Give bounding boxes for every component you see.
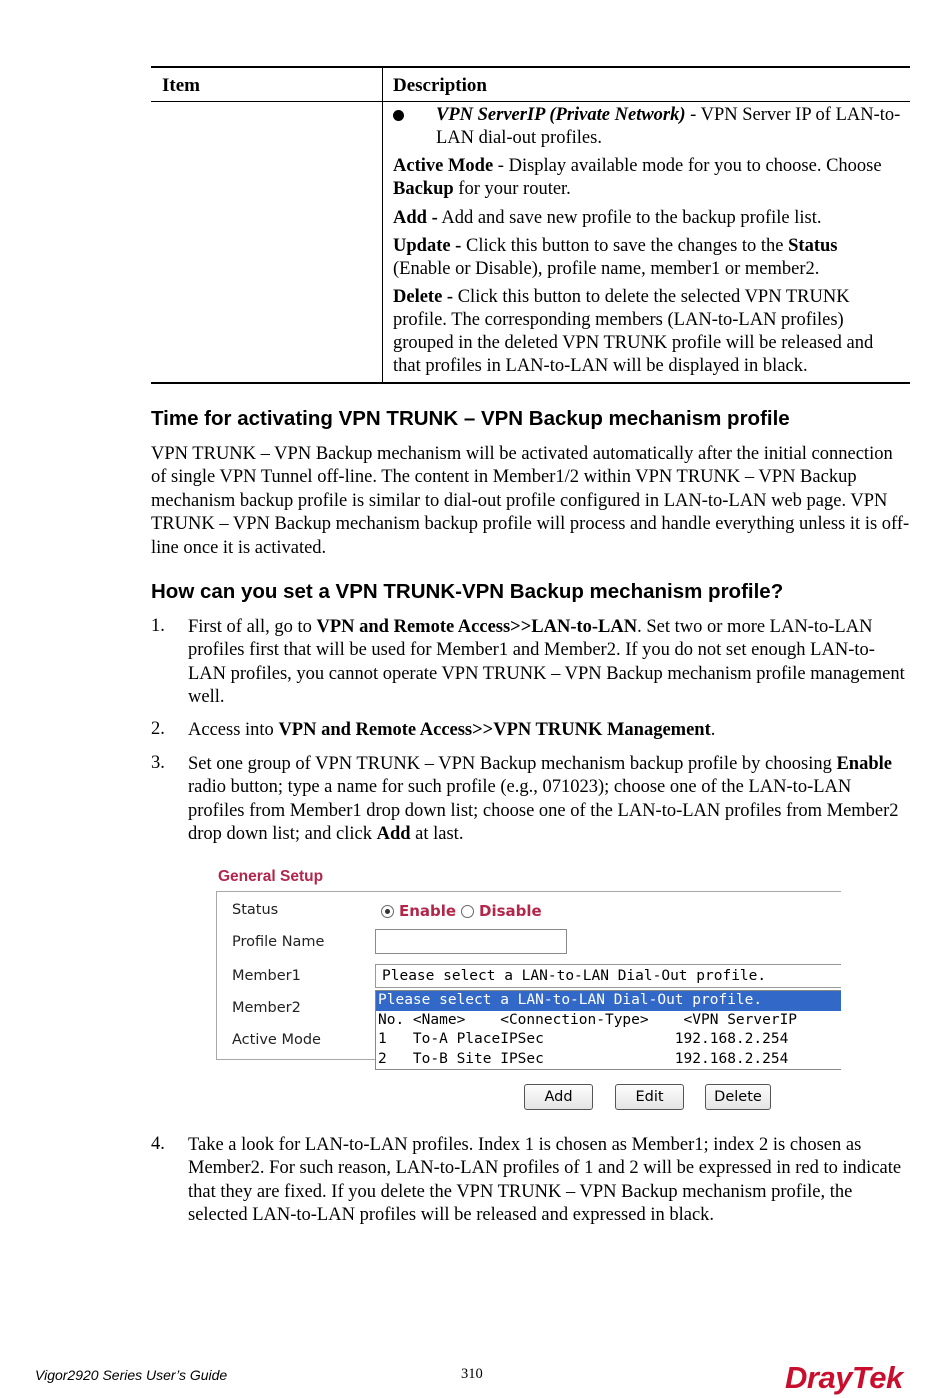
dropdown-option[interactable]: 2 To-B Site IPSec 192.168.2.254	[378, 1050, 789, 1067]
dropdown-option[interactable]: 1 To-A PlaceIPSec 192.168.2.254	[378, 1031, 789, 1047]
member1-select[interactable]: Please select a LAN-to-LAN Dial-Out profile.	[375, 964, 841, 988]
desc-add: Add - Add and save new profile to the backup profile list.	[393, 208, 822, 228]
step-number: 1.	[151, 616, 165, 636]
table-header-description: Description	[393, 75, 487, 96]
dropdown-option-header[interactable]: No. <Name> <Connection-Type> <VPN ServerIP	[378, 1011, 798, 1028]
member2-dropdown-list[interactable]	[375, 990, 841, 1070]
desc-delete: Delete - Click this button to delete the selected VPN TRUNK profile. The corresponding members (LAN-to-LAN profiles) grouped in the deleted VPN TRUNK profile will be released and that profiles in LAN-to-LAN will be displayed in black.	[393, 287, 874, 376]
section1-body: VPN TRUNK – VPN Backup mechanism will be activated automatically after the initial connection of single VPN Tunnel off-line. The content in Member1/2 within VPN TRUNK – VPN Backup mechanism backup profile is similar to dial-out profile configured in LAN-to-LAN web page. VPN TRUNK – VPN Backup mechanism backup profile will process and handle everything unless it is off-line once it is activated.	[151, 444, 910, 558]
table-bottom-rule	[151, 382, 910, 384]
bullet-title: VPN ServerIP (Private Network)	[436, 105, 686, 125]
general-setup-panel	[216, 891, 841, 1067]
desc-update: Update - Click this button to save the changes to the Status (Enable or Disable), profile name, member1 or member2.	[393, 236, 838, 279]
enable-radio[interactable]	[381, 905, 394, 918]
step-1-text: First of all, go to VPN and Remote Access>>LAN-to-LAN. Set two or more LAN-to-LAN profiles first that will be used for Member1 and Member2. If you do not set enough LAN-to-LAN profiles, you cannot operate VPN TRUNK – VPN Backup mechanism profile management well.	[188, 617, 905, 708]
step-3-text: Set one group of VPN TRUNK – VPN Backup mechanism backup profile by choosing Enable radio button; type a name for such profile (e.g., 071023); choose one of the LAN-to-LAN profiles from Member1 drop down list; choose one of the LAN-to-LAN profiles from Member2 drop down list; and click Add at last.	[188, 754, 899, 845]
step-number: 2.	[151, 719, 165, 739]
disable-radio-label[interactable]: Disable	[479, 902, 542, 920]
table-top-rule	[151, 66, 910, 68]
add-button[interactable]: Add	[524, 1084, 593, 1110]
footer-guide-title: Vigor2920 Series User’s Guide	[35, 1367, 228, 1383]
bullet-vpn-serverip	[436, 104, 906, 150]
general-setup-title: General Setup	[218, 868, 324, 885]
dropdown-option-selected[interactable]: Please select a LAN-to-LAN Dial-Out profile.	[376, 991, 841, 1011]
active-mode-label: Active Mode	[232, 1032, 321, 1048]
step-4-text: Take a look for LAN-to-LAN profiles. Index 1 is chosen as Member1; index 2 is chosen as Member2. For such reason, LAN-to-LAN profiles of 1 and 2 will be expressed in red to indicate that they are fixed. If you delete the VPN TRUNK – VPN Backup mechanism profile, the selected LAN-to-LAN profiles will be released and expressed in black.	[188, 1135, 902, 1226]
step-number: 4.	[151, 1134, 165, 1154]
table-header-rule	[151, 101, 910, 102]
bullet-icon	[393, 110, 404, 121]
table-header-item: Item	[162, 75, 200, 96]
description-table	[151, 66, 910, 384]
profile-name-label: Profile Name	[232, 934, 325, 950]
section-heading-time-activating: Time for activating VPN TRUNK – VPN Backup mechanism profile	[151, 407, 790, 430]
enable-radio-label[interactable]: Enable	[399, 902, 457, 920]
member2-label: Member2	[232, 1000, 301, 1016]
page-number: 310	[461, 1366, 483, 1382]
delete-button[interactable]: Delete	[705, 1084, 771, 1110]
draytek-logo: DrayTek	[785, 1360, 903, 1395]
section-heading-how-to-set: How can you set a VPN TRUNK-VPN Backup mechanism profile?	[151, 580, 784, 603]
table-column-divider	[382, 66, 383, 384]
disable-radio[interactable]	[461, 905, 474, 918]
desc-active-mode: Active Mode - Display available mode for you to choose. Choose Backup for your router.	[393, 156, 882, 199]
profile-name-input[interactable]	[375, 929, 567, 954]
bullet-text: - VPN Server IP of LAN-to-LAN dial-out profiles.	[436, 105, 901, 148]
status-label: Status	[232, 902, 279, 918]
step-2-text: Access into VPN and Remote Access>>VPN TRUNK Management.	[188, 720, 716, 740]
step-number: 3.	[151, 753, 165, 773]
member1-label: Member1	[232, 968, 301, 984]
edit-button[interactable]: Edit	[615, 1084, 684, 1110]
